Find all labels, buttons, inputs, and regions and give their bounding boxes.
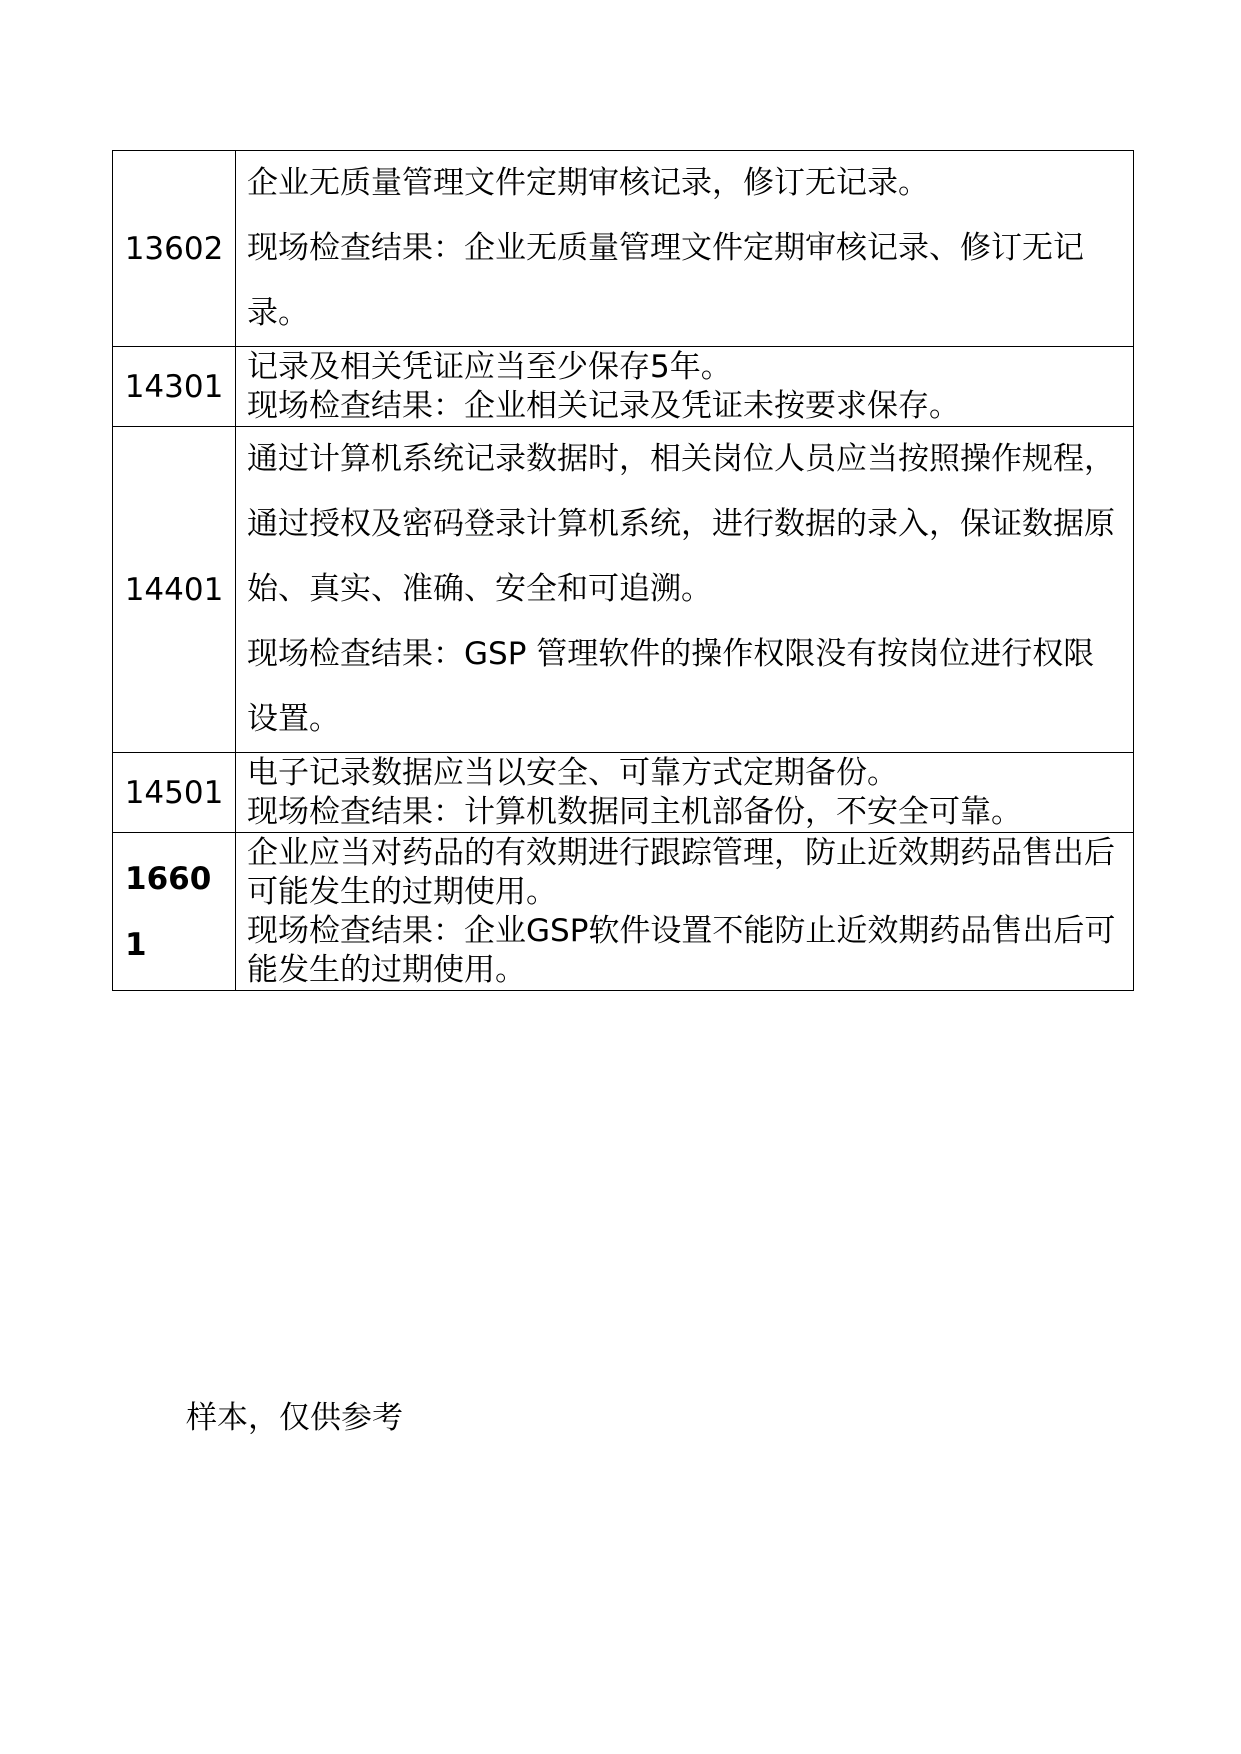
table-row [113,151,1134,347]
finding-text: 现场检查结果：企业GSP软件设置不能防止近效期药品售出后可能发生的过期使用。 [247,912,1116,988]
finding-text: 现场检查结果：计算机数据同主机部备份，不安全可靠。 [247,793,1022,830]
finding-text: 现场检查结果：企业无质量管理文件定期审核记录、修订无记录。 [247,230,1084,331]
table-row [113,753,1134,833]
table-row [113,833,1134,991]
requirement-text: 企业无质量管理文件定期审核记录，修订无记录。 [247,165,929,201]
requirement-text: 电子记录数据应当以安全、可靠方式定期备份。 [247,754,898,791]
requirement-text: 企业应当对药品的有效期进行跟踪管理，防止近效期药品售出后可能发生的过期使用。 [247,834,1115,910]
table-row [113,427,1134,753]
requirement-text: 记录及相关凭证应当至少保存5年。 [247,348,732,385]
item-code: 14401 [113,427,236,753]
requirement-text: 通过计算机系统记录数据时，相关岗位人员应当按照操作规程，通过授权及密码登录计算机系统，进行数据的录入，保证数据原始、真实、准确、安全和可追溯。 [247,441,1115,607]
table-row [113,347,1134,427]
item-code: 14501 [113,753,236,833]
item-content [236,833,1134,991]
sample-note: 样本，仅供参考 [186,1400,403,1436]
item-code [113,833,236,991]
item-content [236,753,1134,833]
item-code: 14301 [113,347,236,427]
item-code-text: 16601 [125,860,212,963]
item-content [236,151,1134,347]
item-content [236,427,1134,753]
inspection-table [112,150,1134,991]
finding-text: 现场检查结果：企业相关记录及凭证未按要求保存。 [247,387,960,424]
finding-text: 现场检查结果：GSP 管理软件的操作权限没有按岗位进行权限设置。 [247,636,1095,737]
item-code: 13602 [113,151,236,347]
item-content [236,347,1134,427]
